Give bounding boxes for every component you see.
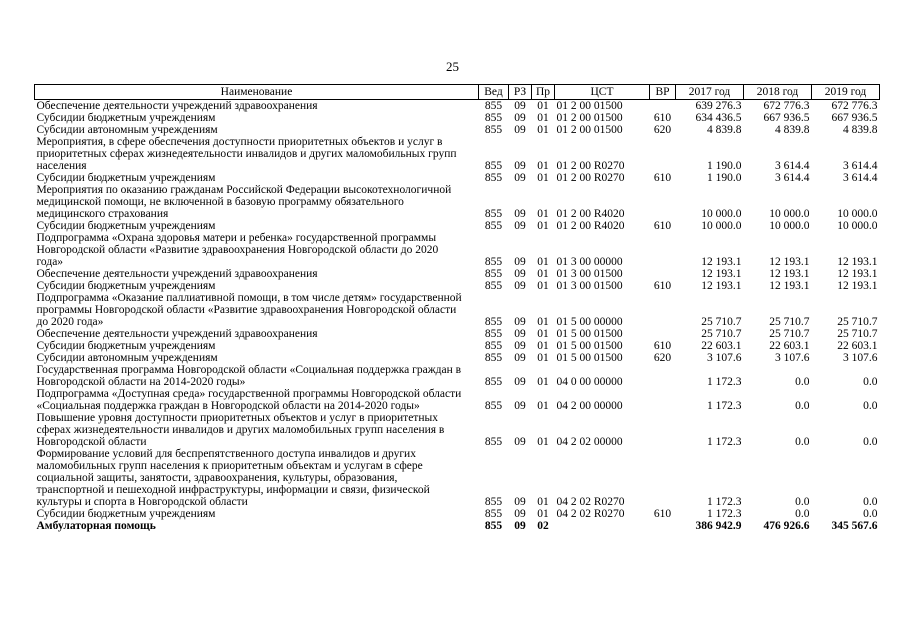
cell-vr bbox=[650, 184, 676, 220]
cell-cst bbox=[555, 520, 650, 532]
cell-name: Субсидии автономным учреждениям bbox=[36, 124, 218, 136]
cell-name: Формирование условий для беспрепятственного доступа инвалидов и других маломобильных групп населения к приоритетным объектам и услугам в сфере социальной защиты, занятости, здравоохранения, культуры, образования, транспортной и пешеходной инфраструктуры, информации и связи, физической культуры и спорта в Новгородской области bbox=[36, 448, 430, 508]
cell-ved: 855 bbox=[484, 496, 503, 508]
cell-vr bbox=[650, 100, 676, 113]
cell-vr bbox=[650, 520, 676, 532]
cell-cst: 04 2 00 00000 bbox=[556, 400, 623, 412]
cell-pr: 01 bbox=[537, 208, 549, 220]
cell-rz: 09 bbox=[514, 220, 526, 232]
cell-cst: 04 2 02 R0270 bbox=[556, 508, 625, 520]
cell-ved: 855 bbox=[484, 400, 503, 412]
table-row bbox=[35, 112, 880, 124]
cell-name: Субсидии бюджетным учреждениям bbox=[36, 508, 216, 520]
cell-2019: 10 000.0 bbox=[837, 220, 878, 232]
cell-2017: 22 603.1 bbox=[701, 340, 742, 352]
cell-ved: 855 bbox=[484, 100, 503, 112]
cell-ved: 855 bbox=[484, 268, 503, 280]
cell-pr: 01 bbox=[537, 100, 549, 112]
cell-2019: 667 936.5 bbox=[831, 112, 878, 124]
cell-vr bbox=[650, 412, 676, 448]
cell-2019: 0.0 bbox=[863, 508, 878, 520]
cell-2017: 386 942.9 bbox=[695, 520, 742, 532]
cell-vr: 620 bbox=[653, 124, 672, 136]
header-rz: РЗ bbox=[509, 85, 532, 100]
cell-pr: 01 bbox=[537, 496, 549, 508]
cell-2018: 0.0 bbox=[795, 508, 810, 520]
cell-2018: 25 710.7 bbox=[769, 316, 810, 328]
cell-2019: 0.0 bbox=[863, 376, 878, 388]
cell-2017: 12 193.1 bbox=[701, 268, 742, 280]
cell-2017: 3 107.6 bbox=[707, 352, 742, 364]
cell-2018: 672 776.3 bbox=[763, 100, 810, 112]
cell-pr: 01 bbox=[537, 124, 549, 136]
table-row bbox=[35, 340, 880, 352]
table-row bbox=[35, 520, 880, 532]
cell-cst: 04 0 00 00000 bbox=[556, 376, 623, 388]
table-row bbox=[35, 388, 880, 412]
cell-ved: 855 bbox=[484, 220, 503, 232]
cell-rz: 09 bbox=[514, 508, 526, 520]
cell-cst: 01 5 00 01500 bbox=[556, 328, 623, 340]
cell-pr: 01 bbox=[537, 172, 549, 184]
cell-2019: 12 193.1 bbox=[837, 280, 878, 292]
budget-table bbox=[34, 84, 880, 532]
cell-2019: 12 193.1 bbox=[837, 256, 878, 268]
table-row bbox=[35, 136, 880, 172]
cell-vr bbox=[650, 136, 676, 172]
cell-rz: 09 bbox=[514, 208, 526, 220]
cell-ved: 855 bbox=[484, 352, 503, 364]
table-row bbox=[35, 364, 880, 388]
cell-ved: 855 bbox=[484, 112, 503, 124]
cell-name: Субсидии бюджетным учреждениям bbox=[36, 220, 216, 232]
cell-ved: 855 bbox=[484, 208, 503, 220]
header-2018: 2018 год bbox=[744, 85, 812, 100]
cell-cst: 01 2 00 R4020 bbox=[556, 220, 625, 232]
cell-cst: 04 2 02 00000 bbox=[556, 436, 623, 448]
cell-2017: 1 172.3 bbox=[707, 496, 742, 508]
cell-rz: 09 bbox=[514, 340, 526, 352]
cell-pr: 01 bbox=[537, 340, 549, 352]
cell-cst: 01 3 00 00000 bbox=[556, 256, 623, 268]
cell-rz: 09 bbox=[514, 112, 526, 124]
cell-rz: 09 bbox=[514, 316, 526, 328]
cell-ved: 855 bbox=[484, 508, 503, 520]
cell-vr: 610 bbox=[653, 112, 672, 124]
cell-rz: 09 bbox=[514, 520, 526, 532]
table-row bbox=[35, 508, 880, 520]
header-name: Наименование bbox=[35, 85, 479, 100]
cell-2017: 1 172.3 bbox=[707, 376, 742, 388]
header-ved: Вед bbox=[479, 85, 509, 100]
cell-vr: 610 bbox=[653, 508, 672, 520]
cell-vr bbox=[650, 448, 676, 508]
cell-2018: 4 839.8 bbox=[775, 124, 810, 136]
cell-2019: 12 193.1 bbox=[837, 268, 878, 280]
cell-2019: 10 000.0 bbox=[837, 208, 878, 220]
cell-cst: 01 2 00 R4020 bbox=[556, 208, 625, 220]
table-row bbox=[35, 292, 880, 328]
cell-2017: 1 190.0 bbox=[707, 160, 742, 172]
table-body bbox=[35, 100, 880, 533]
cell-vr bbox=[650, 268, 676, 280]
cell-pr: 02 bbox=[537, 520, 549, 532]
header-2019: 2019 год bbox=[812, 85, 880, 100]
cell-rz: 09 bbox=[514, 352, 526, 364]
cell-cst: 01 3 00 01500 bbox=[556, 268, 623, 280]
cell-name: Субсидии автономным учреждениям bbox=[36, 352, 218, 364]
header-2017: 2017 год bbox=[676, 85, 744, 100]
cell-pr: 01 bbox=[537, 316, 549, 328]
cell-vr: 610 bbox=[653, 280, 672, 292]
cell-2017: 639 276.3 bbox=[695, 100, 742, 112]
cell-pr: 01 bbox=[537, 160, 549, 172]
cell-name: Повышение уровня доступности приоритетных объектов и услуг в приоритетных сферах жизнедеятельности инвалидов и других маломобильных групп населения в Новгородской области bbox=[36, 412, 445, 448]
cell-name: Государственная программа Новгородской области «Социальная поддержка граждан в Новгородской области на 2014-2020 годы» bbox=[36, 364, 462, 388]
cell-pr: 01 bbox=[537, 328, 549, 340]
cell-cst: 04 2 02 R0270 bbox=[556, 496, 625, 508]
cell-name: Подпрограмма «Оказание паллиативной помощи, в том числе детям» государственной программы Новгородской области «Развитие здравоохранения Новгородской области до 2020 года» bbox=[36, 292, 462, 328]
cell-2019: 672 776.3 bbox=[831, 100, 878, 112]
cell-2018: 10 000.0 bbox=[769, 208, 810, 220]
cell-2017: 10 000.0 bbox=[701, 220, 742, 232]
cell-pr: 01 bbox=[537, 352, 549, 364]
cell-2018: 10 000.0 bbox=[769, 220, 810, 232]
cell-2019: 4 839.8 bbox=[843, 124, 878, 136]
cell-rz: 09 bbox=[514, 256, 526, 268]
cell-2018: 3 614.4 bbox=[775, 172, 810, 184]
cell-2018: 0.0 bbox=[795, 400, 810, 412]
cell-pr: 01 bbox=[537, 280, 549, 292]
header-cst: ЦСТ bbox=[555, 85, 650, 100]
cell-vr bbox=[650, 292, 676, 328]
cell-vr: 610 bbox=[653, 220, 672, 232]
cell-2018: 0.0 bbox=[795, 436, 810, 448]
cell-2019: 25 710.7 bbox=[837, 328, 878, 340]
cell-pr: 01 bbox=[537, 256, 549, 268]
cell-pr: 01 bbox=[537, 436, 549, 448]
cell-name: Обеспечение деятельности учреждений здравоохранения bbox=[36, 328, 318, 340]
cell-2019: 25 710.7 bbox=[837, 316, 878, 328]
cell-ved: 855 bbox=[484, 376, 503, 388]
table-row bbox=[35, 232, 880, 268]
cell-rz: 09 bbox=[514, 328, 526, 340]
cell-2018: 22 603.1 bbox=[769, 340, 810, 352]
cell-rz: 09 bbox=[514, 400, 526, 412]
cell-2019: 22 603.1 bbox=[837, 340, 878, 352]
cell-ved: 855 bbox=[484, 520, 503, 532]
cell-name: Амбулаторная помощь bbox=[36, 520, 156, 532]
cell-vr bbox=[650, 388, 676, 412]
cell-2018: 476 926.6 bbox=[763, 520, 810, 532]
table-row bbox=[35, 328, 880, 340]
cell-2018: 0.0 bbox=[795, 496, 810, 508]
cell-name: Субсидии бюджетным учреждениям bbox=[36, 340, 216, 352]
cell-cst: 01 5 00 00000 bbox=[556, 316, 623, 328]
cell-2019: 0.0 bbox=[863, 400, 878, 412]
cell-name: Мероприятия по оказанию гражданам Российской Федерации высокотехнологичной медицинской помощи, не включенной в базовую программу обязательного медицинского страхования bbox=[36, 184, 452, 220]
cell-cst: 01 2 00 01500 bbox=[556, 100, 623, 112]
cell-2019: 345 567.6 bbox=[831, 520, 878, 532]
cell-ved: 855 bbox=[484, 256, 503, 268]
cell-vr: 610 bbox=[653, 172, 672, 184]
cell-pr: 01 bbox=[537, 268, 549, 280]
table-row bbox=[35, 184, 880, 220]
cell-cst: 01 2 00 R0270 bbox=[556, 172, 625, 184]
cell-rz: 09 bbox=[514, 436, 526, 448]
page-number: 25 bbox=[446, 59, 459, 74]
cell-name: Субсидии бюджетным учреждениям bbox=[36, 172, 216, 184]
table-row bbox=[35, 448, 880, 508]
table-row bbox=[35, 172, 880, 184]
cell-2019: 0.0 bbox=[863, 496, 878, 508]
cell-2018: 3 107.6 bbox=[775, 352, 810, 364]
cell-pr: 01 bbox=[537, 112, 549, 124]
cell-rz: 09 bbox=[514, 496, 526, 508]
cell-2018: 12 193.1 bbox=[769, 268, 810, 280]
table-row bbox=[35, 352, 880, 364]
cell-2018: 12 193.1 bbox=[769, 256, 810, 268]
header-pr: Пр bbox=[532, 85, 555, 100]
cell-2018: 25 710.7 bbox=[769, 328, 810, 340]
cell-vr bbox=[650, 232, 676, 268]
cell-pr: 01 bbox=[537, 220, 549, 232]
cell-name: Подпрограмма «Охрана здоровья матери и ребенка» государственной программы Новгородской области «Развитие здравоохранения Новгородской области до 2020 года» bbox=[36, 232, 439, 268]
cell-vr bbox=[650, 364, 676, 388]
table-row bbox=[35, 280, 880, 292]
cell-name: Обеспечение деятельности учреждений здравоохранения bbox=[36, 268, 318, 280]
cell-2018: 667 936.5 bbox=[763, 112, 810, 124]
cell-2018: 12 193.1 bbox=[769, 280, 810, 292]
cell-cst: 01 2 00 01500 bbox=[556, 124, 623, 136]
cell-2019: 3 614.4 bbox=[843, 160, 878, 172]
cell-2017: 25 710.7 bbox=[701, 328, 742, 340]
cell-pr: 01 bbox=[537, 508, 549, 520]
cell-2019: 3 614.4 bbox=[843, 172, 878, 184]
cell-cst: 01 5 00 01500 bbox=[556, 340, 623, 352]
cell-2017: 1 172.3 bbox=[707, 436, 742, 448]
cell-vr bbox=[650, 328, 676, 340]
cell-ved: 855 bbox=[484, 436, 503, 448]
cell-rz: 09 bbox=[514, 172, 526, 184]
cell-2018: 3 614.4 bbox=[775, 160, 810, 172]
cell-rz: 09 bbox=[514, 100, 526, 112]
cell-cst: 01 5 00 01500 bbox=[556, 352, 623, 364]
cell-ved: 855 bbox=[484, 316, 503, 328]
cell-ved: 855 bbox=[484, 280, 503, 292]
cell-name: Мероприятия, в сфере обеспечения доступности приоритетных объектов и услуг в приоритетных сферах жизнедеятельности инвалидов и других маломобильных групп населения bbox=[36, 136, 457, 172]
cell-rz: 09 bbox=[514, 268, 526, 280]
cell-vr: 620 bbox=[653, 352, 672, 364]
cell-ved: 855 bbox=[484, 340, 503, 352]
cell-rz: 09 bbox=[514, 124, 526, 136]
cell-2019: 3 107.6 bbox=[843, 352, 878, 364]
cell-ved: 855 bbox=[484, 172, 503, 184]
cell-2019: 0.0 bbox=[863, 436, 878, 448]
header-vr: ВР bbox=[650, 85, 676, 100]
cell-2017: 1 190.0 bbox=[707, 172, 742, 184]
cell-2017: 12 193.1 bbox=[701, 256, 742, 268]
cell-cst: 01 2 00 01500 bbox=[556, 112, 623, 124]
cell-rz: 09 bbox=[514, 376, 526, 388]
cell-2017: 1 172.3 bbox=[707, 508, 742, 520]
cell-pr: 01 bbox=[537, 400, 549, 412]
cell-ved: 855 bbox=[484, 124, 503, 136]
cell-ved: 855 bbox=[484, 160, 503, 172]
cell-cst: 01 3 00 01500 bbox=[556, 280, 623, 292]
cell-2017: 10 000.0 bbox=[701, 208, 742, 220]
cell-2017: 25 710.7 bbox=[701, 316, 742, 328]
cell-2018: 0.0 bbox=[795, 376, 810, 388]
cell-2017: 4 839.8 bbox=[707, 124, 742, 136]
cell-vr: 610 bbox=[653, 340, 672, 352]
table-row bbox=[35, 124, 880, 136]
cell-2017: 1 172.3 bbox=[707, 400, 742, 412]
table-header-row bbox=[35, 85, 880, 100]
cell-rz: 09 bbox=[514, 160, 526, 172]
cell-name: Субсидии бюджетным учреждениям bbox=[36, 280, 216, 292]
table-row bbox=[35, 100, 880, 113]
cell-ved: 855 bbox=[484, 328, 503, 340]
table-row bbox=[35, 268, 880, 280]
cell-cst: 01 2 00 R0270 bbox=[556, 160, 625, 172]
table-row bbox=[35, 220, 880, 232]
cell-2017: 634 436.5 bbox=[695, 112, 742, 124]
cell-name: Субсидии бюджетным учреждениям bbox=[36, 112, 216, 124]
cell-2017: 12 193.1 bbox=[701, 280, 742, 292]
cell-name: Подпрограмма «Доступная среда» государственной программы Новгородской области «Социальная поддержка граждан в Новгородской области на 2014-2020 годы» bbox=[36, 388, 462, 412]
cell-pr: 01 bbox=[537, 376, 549, 388]
cell-name: Обеспечение деятельности учреждений здравоохранения bbox=[36, 100, 318, 112]
table-row bbox=[35, 412, 880, 448]
cell-rz: 09 bbox=[514, 280, 526, 292]
